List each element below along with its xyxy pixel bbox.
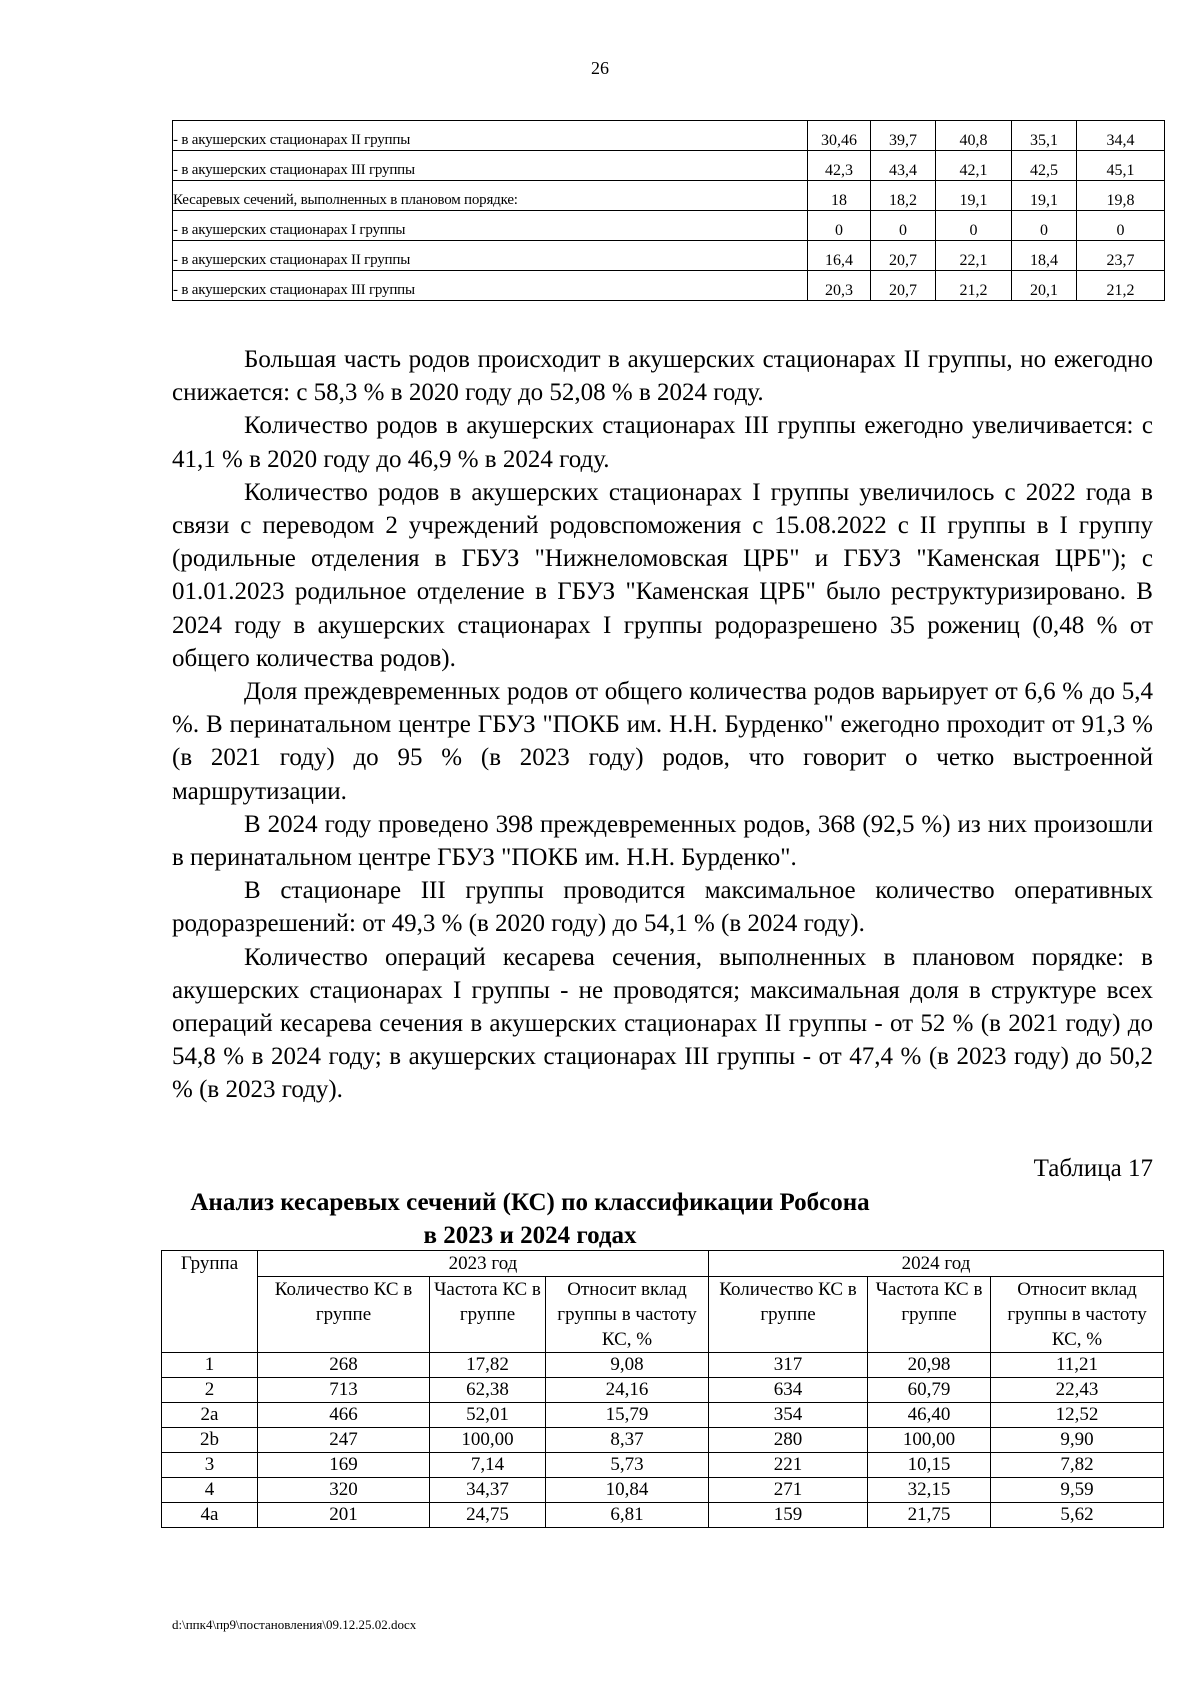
- header-count-2024: Количество КС в группе: [709, 1277, 868, 1353]
- top-table-value: 16,4: [808, 241, 871, 271]
- robson-table-row: [162, 1378, 1164, 1403]
- top-table-value: 40,8: [936, 121, 1012, 151]
- robson-cell-f24: 21,75: [868, 1503, 991, 1528]
- page-number: 26: [591, 58, 609, 78]
- top-table-row: [173, 151, 1165, 181]
- robson-cell-f23: 24,75: [430, 1503, 546, 1528]
- header-contrib-2024: Относит вклад группы в частоту КС, %: [991, 1277, 1164, 1353]
- top-table-row-label: Кесаревых сечений, выполненных в плановом порядке:: [173, 181, 808, 211]
- top-table-value: 30,46: [808, 121, 871, 151]
- top-table-value: 21,2: [936, 271, 1012, 301]
- robson-table-row: [162, 1403, 1164, 1428]
- top-table-value: 18,4: [1012, 241, 1077, 271]
- top-table-row: [173, 181, 1165, 211]
- paragraph: Количество операций кесарева сечения, выполненных в плановом порядке: в акушерских стационарах I группы - не проводятся; максимальная доля в структуре всех операций кесарева сечения в акушерских стационарах II группы - от 52 % (в 2021 году) до 54,8 % в 2024 году; в акушерских стационарах III группы - от 47,4 % (в 2023 году) до 50,2 % (в 2023 году).: [172, 943, 1153, 1104]
- top-table-row-label: - в акушерских стационарах II группы: [173, 121, 808, 151]
- top-table-value: 0: [871, 211, 936, 241]
- paragraph: Доля преждевременных родов от общего количества родов варьирует от 6,6 % до 5,4 %. В перинатальном центре ГБУЗ "ПОКБ им. Н.Н. Бурденко" ежегодно проходит от 91,3 % (в 2021 году) до 95 % (в 2023 году) родов, что говорит о четко выстроенной маршрутизации.: [172, 678, 1153, 805]
- top-table-value: 43,4: [871, 151, 936, 181]
- header-count-2023: Количество КС в группе: [258, 1277, 430, 1353]
- top-table-value: 18: [808, 181, 871, 211]
- robson-cell-f24: 46,40: [868, 1403, 991, 1428]
- robson-cell-r24: 22,43: [991, 1378, 1164, 1403]
- paragraph: Большая часть родов происходит в акушерских стационарах II группы, но ежегодно снижается: с 58,3 % в 2020 году до 52,08 % в 2024 году.: [172, 346, 1153, 407]
- robson-cell-group: 4а: [162, 1503, 258, 1528]
- top-continuation-table: [172, 120, 1165, 301]
- table-title-line-1: Анализ кесаревых сечений (КС) по классификации Робсона: [190, 1189, 870, 1216]
- header-freq-2023: Частота КС в группе: [430, 1277, 546, 1353]
- robson-cell-c23: 169: [258, 1453, 430, 1478]
- robson-cell-r23: 9,08: [546, 1353, 709, 1378]
- robson-cell-c24: 159: [709, 1503, 868, 1528]
- top-table-value: 19,1: [936, 181, 1012, 211]
- header-year-2024: 2024 год: [709, 1251, 1164, 1277]
- robson-cell-group: 4: [162, 1478, 258, 1503]
- top-table-row: [173, 241, 1165, 271]
- robson-table: [161, 1250, 1164, 1528]
- robson-cell-f23: 52,01: [430, 1403, 546, 1428]
- top-table-value: 34,4: [1077, 121, 1165, 151]
- top-table-value: 18,2: [871, 181, 936, 211]
- top-table-value: 42,1: [936, 151, 1012, 181]
- top-table-row-label: - в акушерских стационарах III группы: [173, 271, 808, 301]
- robson-cell-c24: 280: [709, 1428, 868, 1453]
- top-table-row-label: - в акушерских стационарах II группы: [173, 241, 808, 271]
- table-number: Таблица 17: [1033, 1155, 1153, 1182]
- robson-table-row: [162, 1428, 1164, 1453]
- robson-cell-f23: 7,14: [430, 1453, 546, 1478]
- top-table-row-label: - в акушерских стационарах I группы: [173, 211, 808, 241]
- top-table-value: 22,1: [936, 241, 1012, 271]
- robson-cell-r24: 7,82: [991, 1453, 1164, 1478]
- robson-cell-c24: 317: [709, 1353, 868, 1378]
- top-table-value: 20,7: [871, 271, 936, 301]
- top-table-value: 0: [1077, 211, 1165, 241]
- top-table-value: 42,5: [1012, 151, 1077, 181]
- footer-file-path: d:\ппк4\пр9\постановления\09.12.25.02.docx: [172, 1617, 417, 1632]
- robson-cell-c24: 634: [709, 1378, 868, 1403]
- robson-cell-group: 2а: [162, 1403, 258, 1428]
- header-freq-2024: Частота КС в группе: [868, 1277, 991, 1353]
- top-table-value: 20,1: [1012, 271, 1077, 301]
- robson-cell-r23: 15,79: [546, 1403, 709, 1428]
- body-text: [172, 343, 1153, 1107]
- top-table-value: 35,1: [1012, 121, 1077, 151]
- robson-table-row: [162, 1453, 1164, 1478]
- paragraph: В стационаре III группы проводится максимальное количество оперативных родоразрешений: от 49,3 % (в 2020 году) до 54,1 % (в 2024 году).: [172, 877, 1153, 938]
- top-table-value: 19,8: [1077, 181, 1165, 211]
- robson-cell-f23: 62,38: [430, 1378, 546, 1403]
- robson-table-row: [162, 1353, 1164, 1378]
- robson-cell-r23: 10,84: [546, 1478, 709, 1503]
- paragraph: Количество родов в акушерских стационарах III группы ежегодно увеличивается: с 41,1 % в 2020 году до 46,9 % в 2024 году.: [172, 412, 1153, 473]
- robson-cell-c23: 201: [258, 1503, 430, 1528]
- robson-cell-c23: 247: [258, 1428, 430, 1453]
- robson-cell-r24: 9,59: [991, 1478, 1164, 1503]
- robson-cell-f24: 32,15: [868, 1478, 991, 1503]
- top-table-value: 21,2: [1077, 271, 1165, 301]
- top-table-value: 20,7: [871, 241, 936, 271]
- robson-cell-r23: 24,16: [546, 1378, 709, 1403]
- robson-cell-f23: 17,82: [430, 1353, 546, 1378]
- top-table-value: 39,7: [871, 121, 936, 151]
- robson-cell-r24: 12,52: [991, 1403, 1164, 1428]
- top-table-row: [173, 121, 1165, 151]
- top-table-row: [173, 271, 1165, 301]
- robson-cell-r23: 5,73: [546, 1453, 709, 1478]
- robson-cell-f23: 100,00: [430, 1428, 546, 1453]
- robson-cell-c24: 354: [709, 1403, 868, 1428]
- robson-cell-r23: 8,37: [546, 1428, 709, 1453]
- top-table-row: [173, 211, 1165, 241]
- header-group: Группа: [162, 1251, 258, 1353]
- robson-cell-f24: 60,79: [868, 1378, 991, 1403]
- robson-cell-c23: 466: [258, 1403, 430, 1428]
- header-year-2023: 2023 год: [258, 1251, 709, 1277]
- robson-cell-f23: 34,37: [430, 1478, 546, 1503]
- header-contrib-2023: Относит вклад группы в частоту КС, %: [546, 1277, 709, 1353]
- top-table-value: 0: [1012, 211, 1077, 241]
- robson-cell-f24: 10,15: [868, 1453, 991, 1478]
- robson-cell-group: 3: [162, 1453, 258, 1478]
- robson-cell-f24: 100,00: [868, 1428, 991, 1453]
- robson-cell-c23: 268: [258, 1353, 430, 1378]
- top-table-value: 42,3: [808, 151, 871, 181]
- top-table-value: 0: [808, 211, 871, 241]
- top-table-row-label: - в акушерских стационарах III группы: [173, 151, 808, 181]
- table-title-line-2: в 2023 и 2024 годах: [423, 1222, 637, 1249]
- top-table-value: 23,7: [1077, 241, 1165, 271]
- table-title: [0, 1186, 1195, 1252]
- robson-table-row: [162, 1503, 1164, 1528]
- robson-cell-r24: 11,21: [991, 1353, 1164, 1378]
- robson-cell-c24: 271: [709, 1478, 868, 1503]
- robson-cell-f24: 20,98: [868, 1353, 991, 1378]
- robson-table-row: [162, 1478, 1164, 1503]
- robson-cell-r23: 6,81: [546, 1503, 709, 1528]
- robson-cell-r24: 9,90: [991, 1428, 1164, 1453]
- robson-cell-group: 1: [162, 1353, 258, 1378]
- paragraph: Количество родов в акушерских стационарах I группы увеличилось с 2022 года в связи с переводом 2 учреждений родовспоможения с 15.08.2022 с II группы в I группу (родильные отделения в ГБУЗ "Нижнеломовская ЦРБ" и ГБУЗ "Каменская ЦРБ"); с 01.01.2023 родильное отделение в ГБУЗ "Каменская ЦРБ" было реструктуризировано. В 2024 году в акушерских стационарах I группы родоразрешено 35 рожениц (0,48 % от общего количества родов).: [172, 478, 1153, 672]
- robson-cell-r24: 5,62: [991, 1503, 1164, 1528]
- robson-cell-c23: 320: [258, 1478, 430, 1503]
- robson-cell-group: 2: [162, 1378, 258, 1403]
- robson-cell-group: 2b: [162, 1428, 258, 1453]
- top-table-value: 19,1: [1012, 181, 1077, 211]
- top-table-value: 45,1: [1077, 151, 1165, 181]
- top-table-value: 20,3: [808, 271, 871, 301]
- robson-cell-c24: 221: [709, 1453, 868, 1478]
- robson-cell-c23: 713: [258, 1378, 430, 1403]
- top-table-value: 0: [936, 211, 1012, 241]
- paragraph: В 2024 году проведено 398 преждевременных родов, 368 (92,5 %) из них произошли в перинатальном центре ГБУЗ "ПОКБ им. Н.Н. Бурденко".: [172, 810, 1153, 872]
